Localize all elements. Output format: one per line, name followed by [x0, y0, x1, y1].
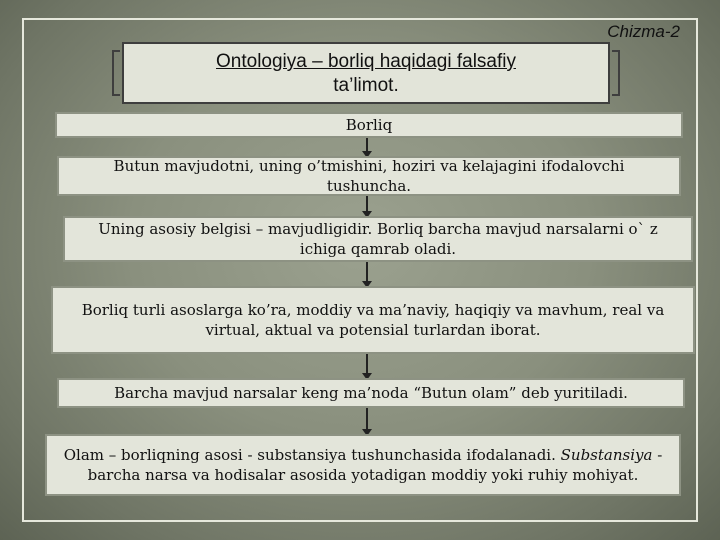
box-text: Uning asosiy belgisi – mavjudligidir. Borliq barcha mavjud narsalarni o` z ichiga qamrab oladi.: [98, 220, 658, 258]
arrow-2: [366, 196, 368, 216]
arrow-1: [366, 138, 368, 156]
box-universe: [57, 378, 685, 408]
arrow-3: [366, 262, 368, 286]
box-text-part-c: - barcha narsa va hodisalar asosida yotadigan moddiy yoki ruhiy mohiyat.: [87, 446, 663, 484]
box-text-italic: Substansiya: [560, 446, 653, 464]
box-text: Borliq turli asoslarga ko’ra, moddiy va ma’naviy, haqiqiy va mavhum, real va virtual, aktual va potensial turlardan iborat.: [81, 301, 665, 339]
title-bracket-right: [612, 50, 620, 96]
box-text-part-a: Olam – borliqning asosi - substansiya tushunchasida ifodalanadi.: [63, 446, 561, 464]
box-substance: [45, 434, 681, 496]
title-line-2: ta’limot.: [333, 75, 399, 96]
box-text: [59, 445, 667, 485]
arrow-4: [366, 354, 368, 378]
box-types: [51, 286, 695, 354]
arrow-5: [366, 408, 368, 434]
title-bracket-left: [112, 50, 120, 96]
box-borliq: [55, 112, 683, 138]
box-text: Borliq: [345, 116, 393, 134]
figure-caption: Chizma-2: [607, 22, 680, 41]
box-text: Butun mavjudotni, uning o’tmishini, hoziri va kelajagini ifodalovchi tushuncha.: [113, 157, 625, 195]
title-box: [122, 42, 610, 104]
box-main-feature: [63, 216, 693, 262]
box-text: Barcha mavjud narsalar keng ma’noda “Butun olam” deb yuritiladi.: [114, 384, 628, 402]
title-line-1: Ontologiya – borliq haqidagi falsafiy: [216, 51, 516, 72]
box-definition: [57, 156, 681, 196]
